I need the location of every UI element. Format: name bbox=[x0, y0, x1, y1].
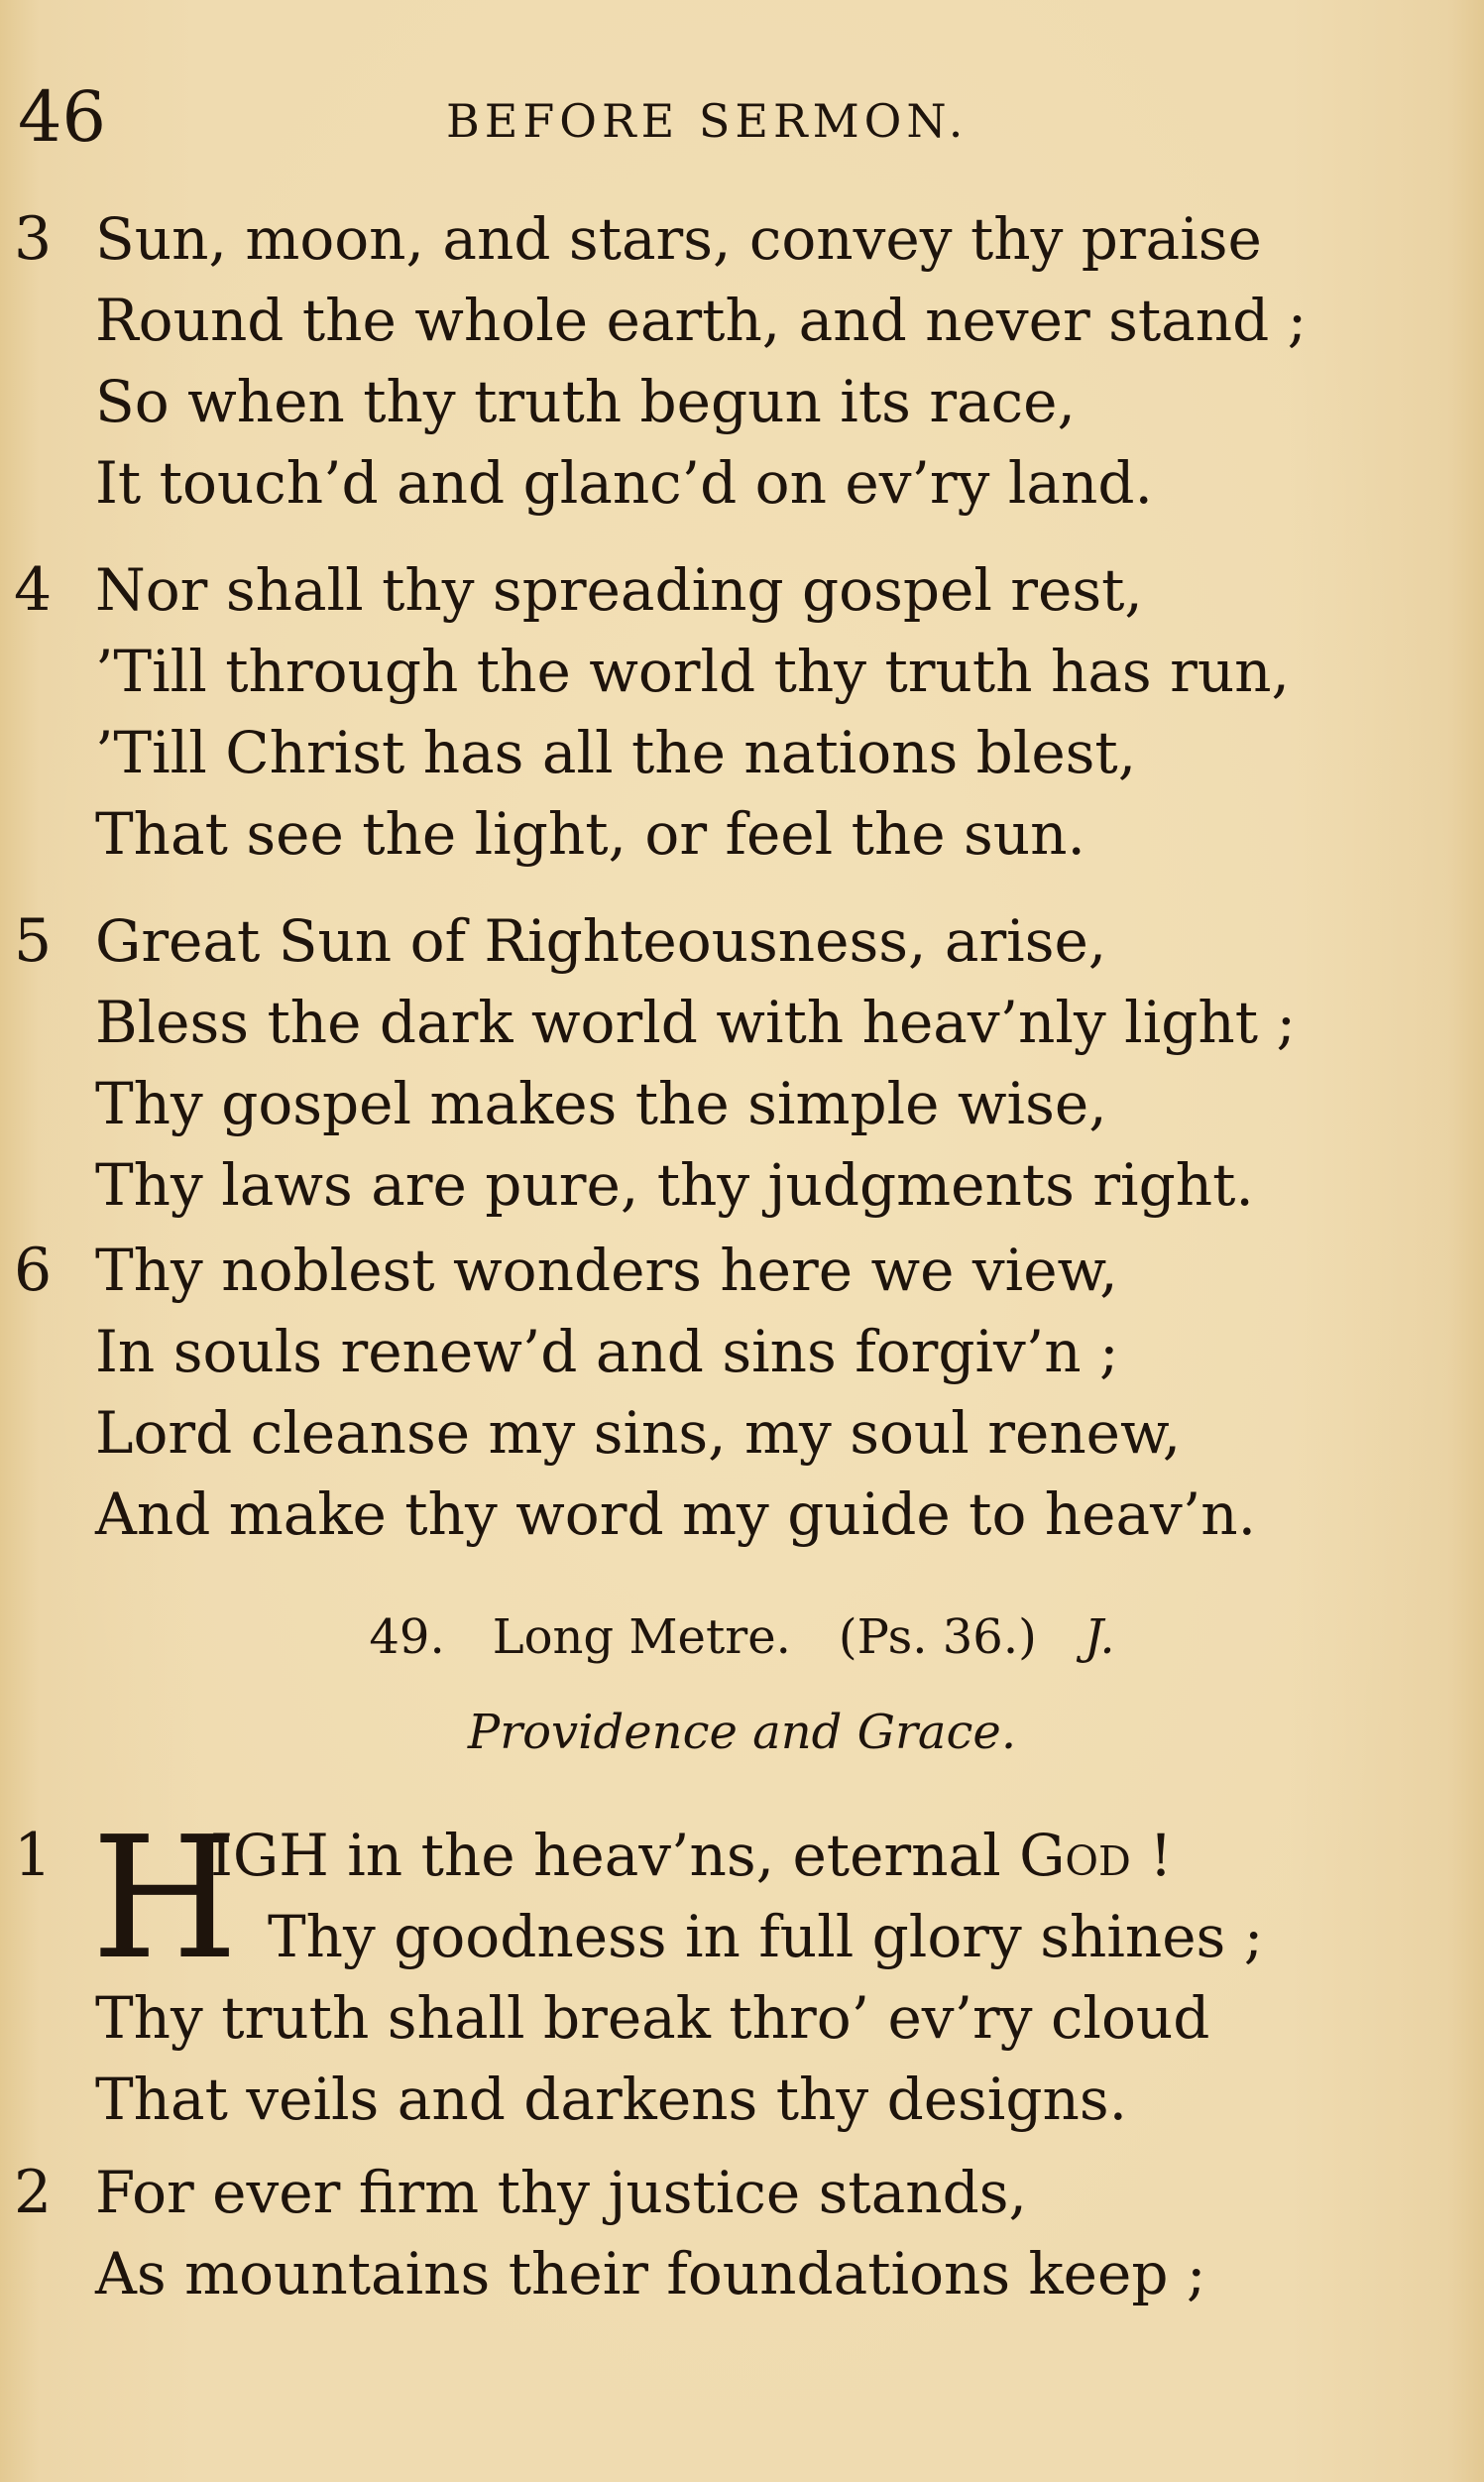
verse-line: Thy goodness in full glory shines ; bbox=[268, 1903, 1264, 1970]
divine-name: God bbox=[1019, 1822, 1131, 1889]
verse-line: Lord cleanse my sins, my soul renew, bbox=[95, 1399, 1182, 1467]
stanza-number: 3 bbox=[14, 204, 53, 274]
verse-line: That veils and darkens thy designs. bbox=[95, 2066, 1128, 2133]
verse-line: Bless the dark world with heav’nly light ; bbox=[95, 989, 1297, 1056]
hymn-metre: Long Metre. bbox=[492, 1609, 791, 1665]
verse-line: Thy noblest wonders here we view, bbox=[95, 1237, 1118, 1304]
stanza-number: 6 bbox=[14, 1236, 53, 1305]
hymn-heading bbox=[0, 1602, 1484, 1672]
running-head bbox=[0, 77, 1484, 157]
hymn-psalm-reference: (Ps. 36.) bbox=[838, 1609, 1037, 1665]
verse-line: Nor shall thy spreading gospel rest, bbox=[95, 556, 1143, 624]
verse-line: Round the whole earth, and never stand ; bbox=[95, 287, 1308, 354]
verse-line: And make thy word my guide to heav’n. bbox=[95, 1480, 1257, 1548]
verse-line: Thy gospel makes the simple wise, bbox=[95, 1070, 1107, 1137]
stanza-number: 1 bbox=[14, 1821, 53, 1890]
verse-line: ’Till Christ has all the nations blest, bbox=[95, 719, 1137, 786]
hymn-subtitle: Providence and Grace. bbox=[467, 1705, 1017, 1760]
verse-line: ’Till through the world thy truth has run, bbox=[95, 638, 1290, 705]
stanza-number: 2 bbox=[14, 2158, 53, 2227]
verse-line: For ever firm thy justice stands, bbox=[95, 2159, 1027, 2226]
verse-line: Sun, moon, and stars, convey thy praise bbox=[95, 205, 1262, 273]
verse-line: As mountains their foundations keep ; bbox=[95, 2240, 1206, 2307]
hymn-author-mark: J. bbox=[1084, 1609, 1115, 1665]
page-number: 46 bbox=[18, 76, 107, 158]
verse-line: Great Sun of Righteousness, arise, bbox=[95, 907, 1107, 975]
verse-line: It touch’d and glanc’d on ev’ry land. bbox=[95, 449, 1153, 517]
verse-line: That see the light, or feel the sun. bbox=[95, 800, 1085, 868]
verse-line: Thy laws are pure, thy judgments right. bbox=[95, 1151, 1254, 1219]
stanza-number: 5 bbox=[14, 906, 53, 976]
running-title: BEFORE SERMON. bbox=[446, 94, 969, 148]
verse-line-text: IGH in the heav’ns, eternal bbox=[210, 1822, 1001, 1889]
verse-line: Thy truth shall break thro’ ev’ry cloud bbox=[95, 1984, 1210, 2052]
verse-line bbox=[210, 1815, 1173, 1896]
drop-cap: H bbox=[91, 1801, 239, 1997]
verse-line: In souls renew’d and sins forgiv’n ; bbox=[95, 1318, 1119, 1385]
hymn-number: 49. bbox=[369, 1609, 445, 1665]
stanza-number: 4 bbox=[14, 555, 53, 625]
verse-line: So when thy truth begun its race, bbox=[95, 368, 1076, 435]
verse-line-punctuation: ! bbox=[1130, 1822, 1173, 1889]
